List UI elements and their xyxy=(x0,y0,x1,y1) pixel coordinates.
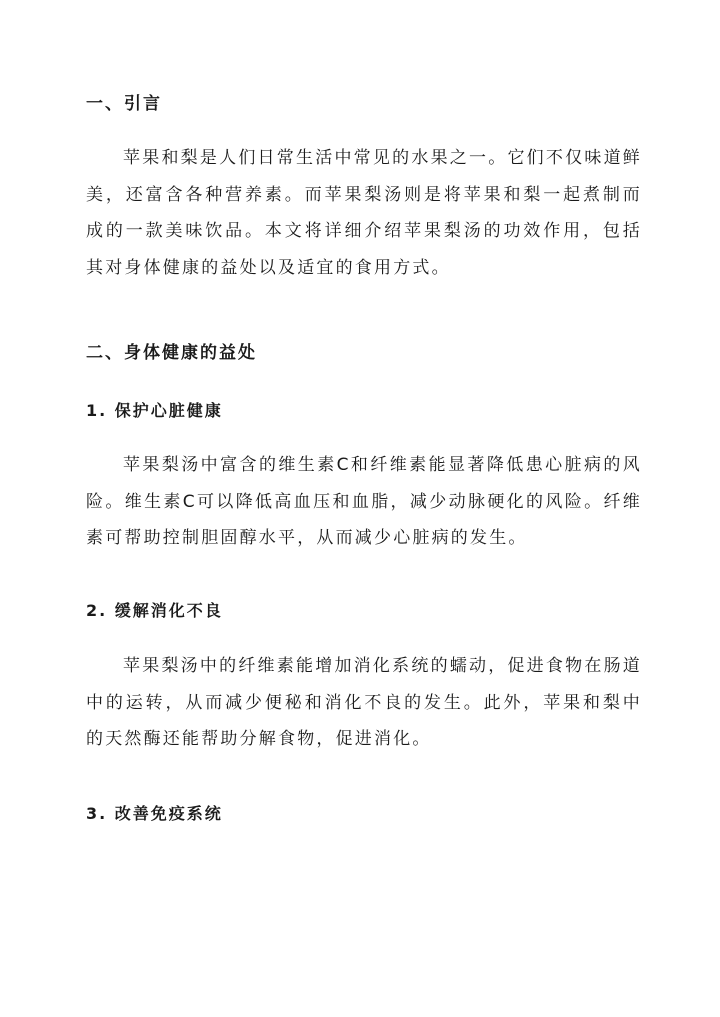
item2-paragraph: 苹果梨汤中的纤维素能增加消化系统的蠕动，促进食物在肠道中的运转，从而减少便秘和消化不良的发生。此外，苹果和梨中的天然酶还能帮助分解食物，促进消化。 xyxy=(86,656,642,749)
intro-heading: 一、引言 xyxy=(86,94,162,114)
intro-paragraph: 苹果和梨是人们日常生活中常见的水果之一。它们不仅味道鲜美，还富含各种营养素。而苹果梨汤则是将苹果和梨一起煮制而成的一款美味饮品。本文将详细介绍苹果梨汤的功效作用，包括其对身体健康的益处以及适宜的食用方式。 xyxy=(86,148,642,278)
item3-heading: 3. 改善免疫系统 xyxy=(86,804,223,823)
item1-paragraph: 苹果梨汤中富含的维生素C和纤维素能显著降低患心脏病的风险。维生素C可以降低高血压和血脂，减少动脉硬化的风险。纤维素可帮助控制胆固醇水平，从而减少心脏病的发生。 xyxy=(86,455,642,548)
item2-heading: 2. 缓解消化不良 xyxy=(86,601,223,620)
benefits-heading: 二、身体健康的益处 xyxy=(86,343,257,363)
item1-heading: 1. 保护心脏健康 xyxy=(86,401,223,420)
